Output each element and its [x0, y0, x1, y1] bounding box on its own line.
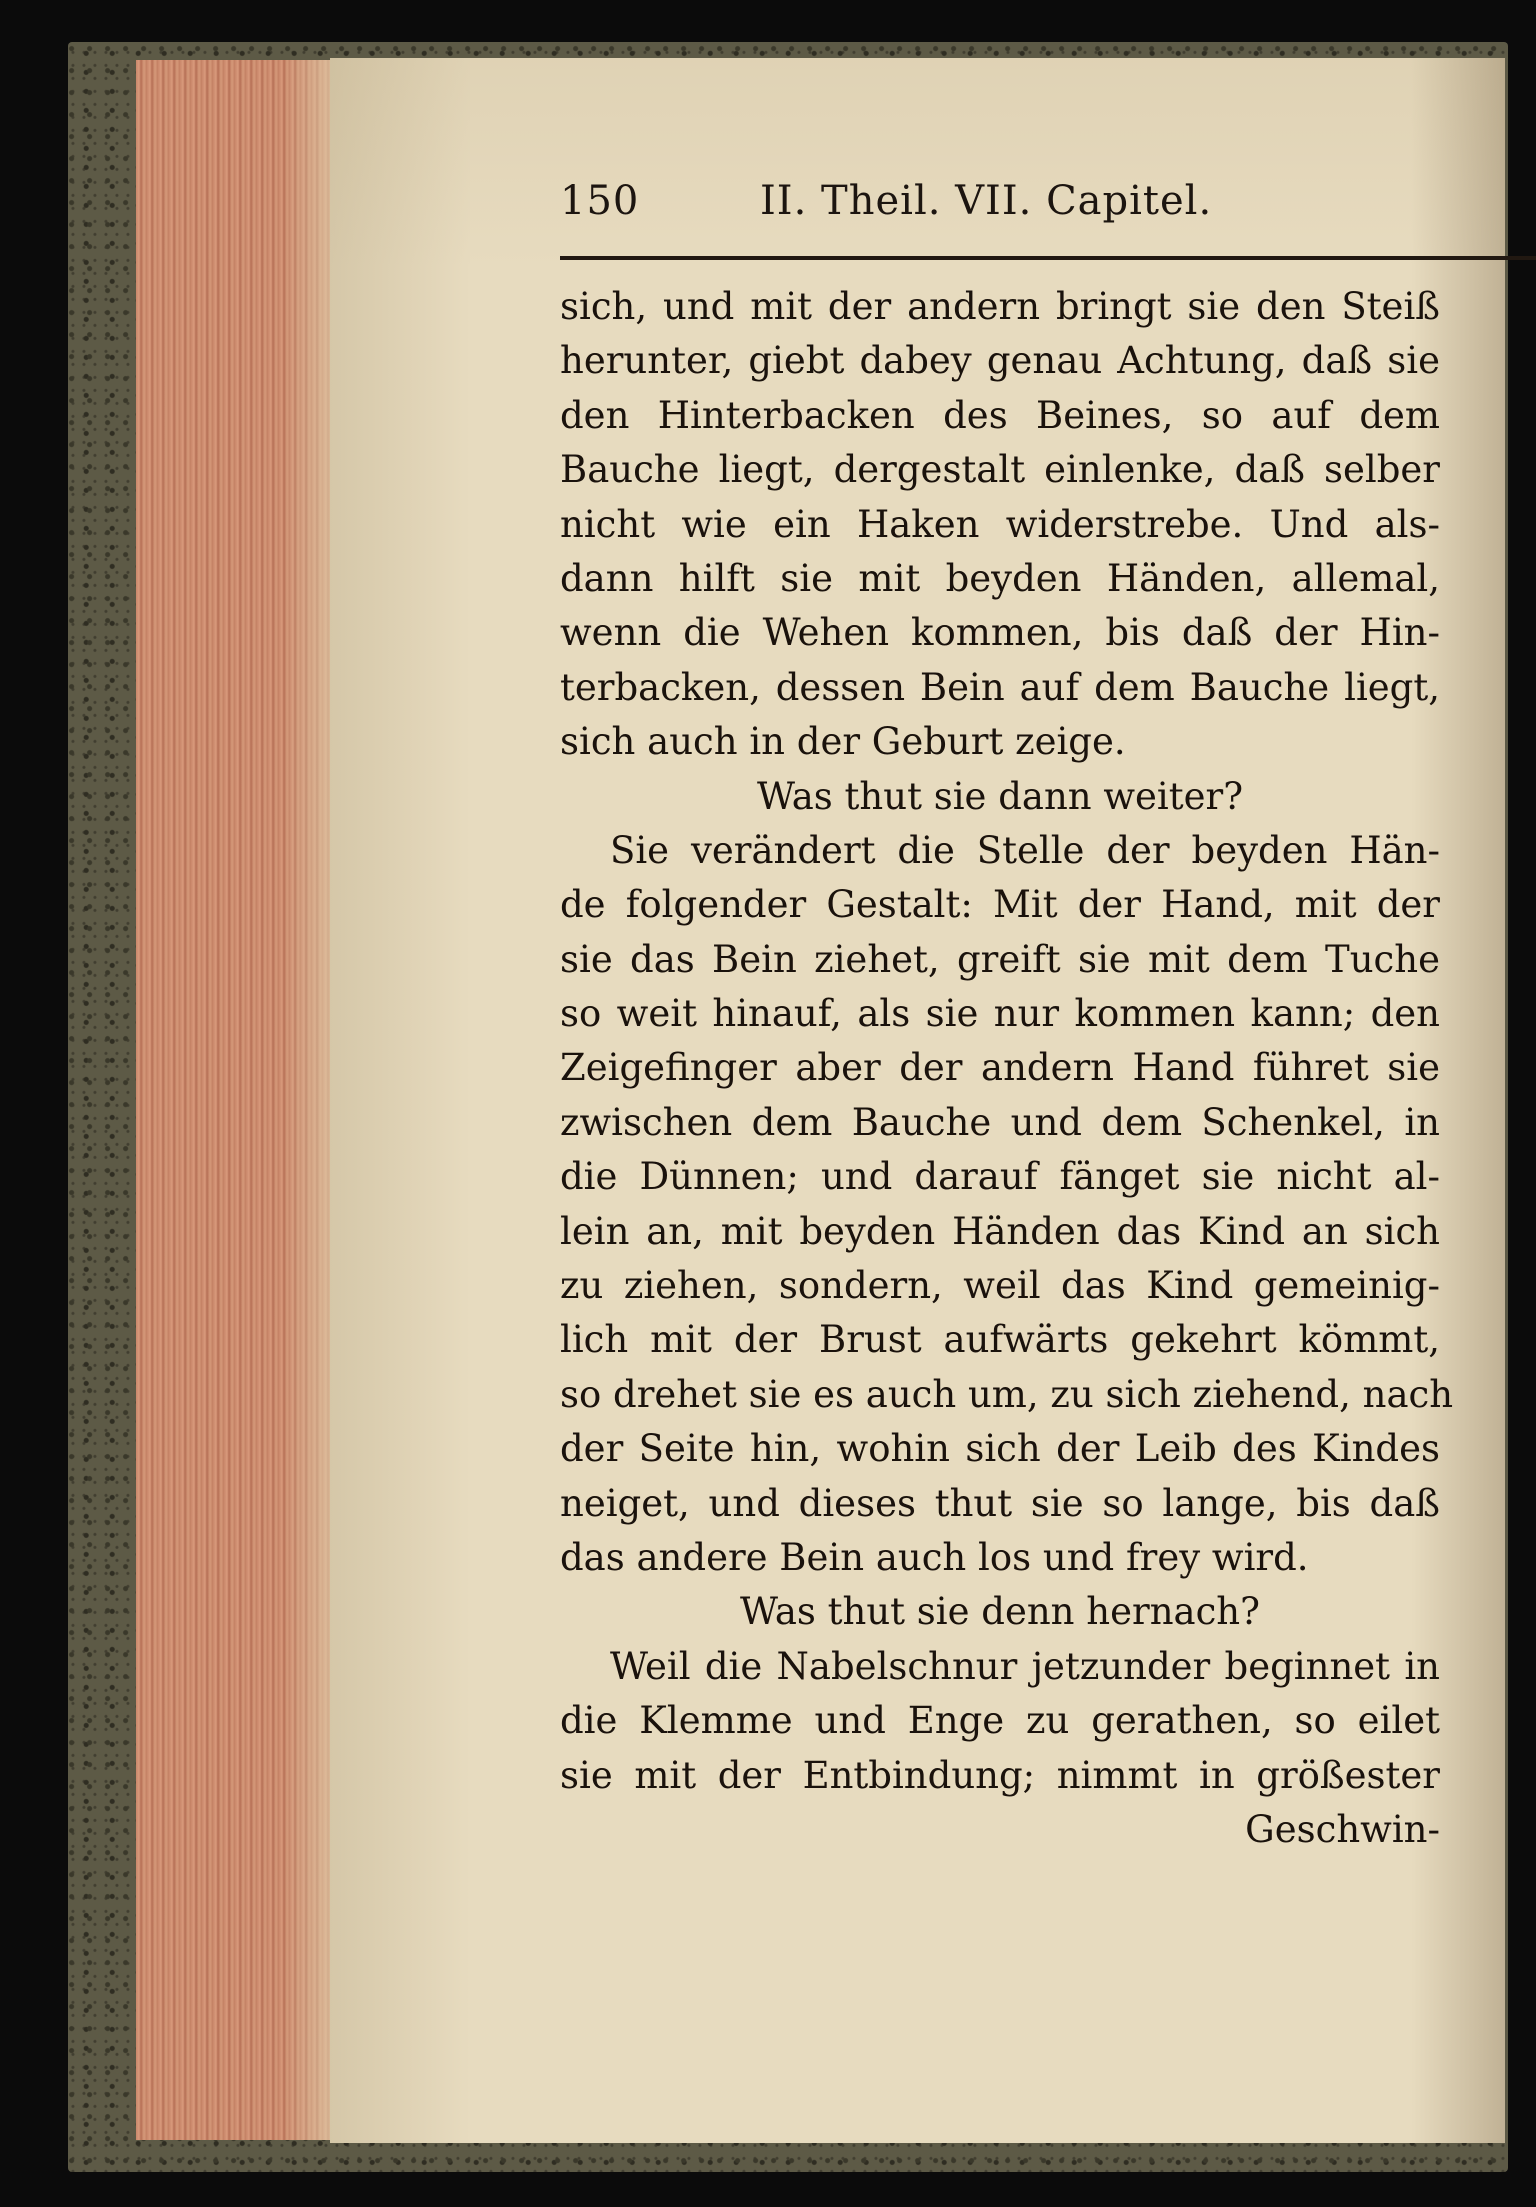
text-line: Zeigefinger aber der andern Hand führet sie	[560, 1046, 1440, 1090]
book-page	[330, 58, 1505, 2143]
text-line: sich auch in der Geburt zeige.	[560, 720, 1126, 764]
question-heading: Was thut sie dann weiter?	[756, 774, 1244, 818]
text-line: terbacken, dessen Bein auf dem Bauche liegt,	[560, 665, 1440, 709]
text-line: nicht wie ein Haken widerstrebe. Und als-	[560, 502, 1440, 546]
text-line: so drehet sie es auch um, zu sich ziehend, nach	[560, 1372, 1454, 1416]
text-line: de folgender Gestalt: Mit der Hand, mit der	[560, 883, 1440, 927]
chapter-heading: II. Theil. VII. Capitel.	[760, 178, 1213, 224]
text-line: Weil die Nabelschnur jetzunder beginnet in	[610, 1644, 1440, 1688]
text-line: lich mit der Brust aufwärts gekehrt kömmt,	[560, 1318, 1440, 1362]
text-line: sich, und mit der andern bringt sie den Steiß	[560, 285, 1440, 328]
text-line: sie mit der Entbindung; nimmt in größester	[560, 1753, 1440, 1797]
header-rule	[560, 256, 1536, 260]
text-line: die Dünnen; und darauf fänget sie nicht al-	[560, 1155, 1440, 1199]
text-line: zwischen dem Bauche und dem Schenkel, in	[560, 1100, 1440, 1144]
text-line: herunter, giebt dabey genau Achtung, daß sie	[560, 339, 1440, 383]
running-head	[560, 178, 1460, 248]
text-line: neiget, und dieses thut sie so lange, bis daß	[560, 1481, 1440, 1525]
catchword: Geschwin-	[1245, 1807, 1440, 1851]
text-line: Sie verändert die Stelle der beyden Hän-	[610, 828, 1440, 872]
text-line: wenn die Wehen kommen, bis daß der Hin-	[560, 611, 1440, 655]
text-line: Bauche liegt, dergestalt einlenke, daß selber	[560, 448, 1440, 492]
text-line: das andere Bein auch los und frey wird.	[560, 1535, 1309, 1579]
text-line: so weit hinauf, als sie nur kommen kann; den	[560, 992, 1440, 1036]
text-line: zu ziehen, sondern, weil das Kind gemeinig-	[560, 1264, 1440, 1308]
page-edges	[136, 60, 332, 2140]
text-line: der Seite hin, wohin sich der Leib des Kindes	[560, 1427, 1440, 1471]
text-line: den Hinterbacken des Beines, so auf dem	[560, 393, 1440, 437]
text-line: sie das Bein ziehet, greift sie mit dem Tuche	[560, 937, 1440, 981]
text-line: lein an, mit beyden Händen das Kind an sich	[560, 1209, 1440, 1253]
text-line: dann hilft sie mit beyden Händen, allemal,	[560, 556, 1440, 600]
page-number: 150	[560, 178, 640, 224]
body-text	[560, 280, 1454, 1857]
text-line: die Klemme und Enge zu gerathen, so eilet	[560, 1699, 1440, 1743]
question-heading: Was thut sie denn hernach?	[740, 1590, 1260, 1634]
